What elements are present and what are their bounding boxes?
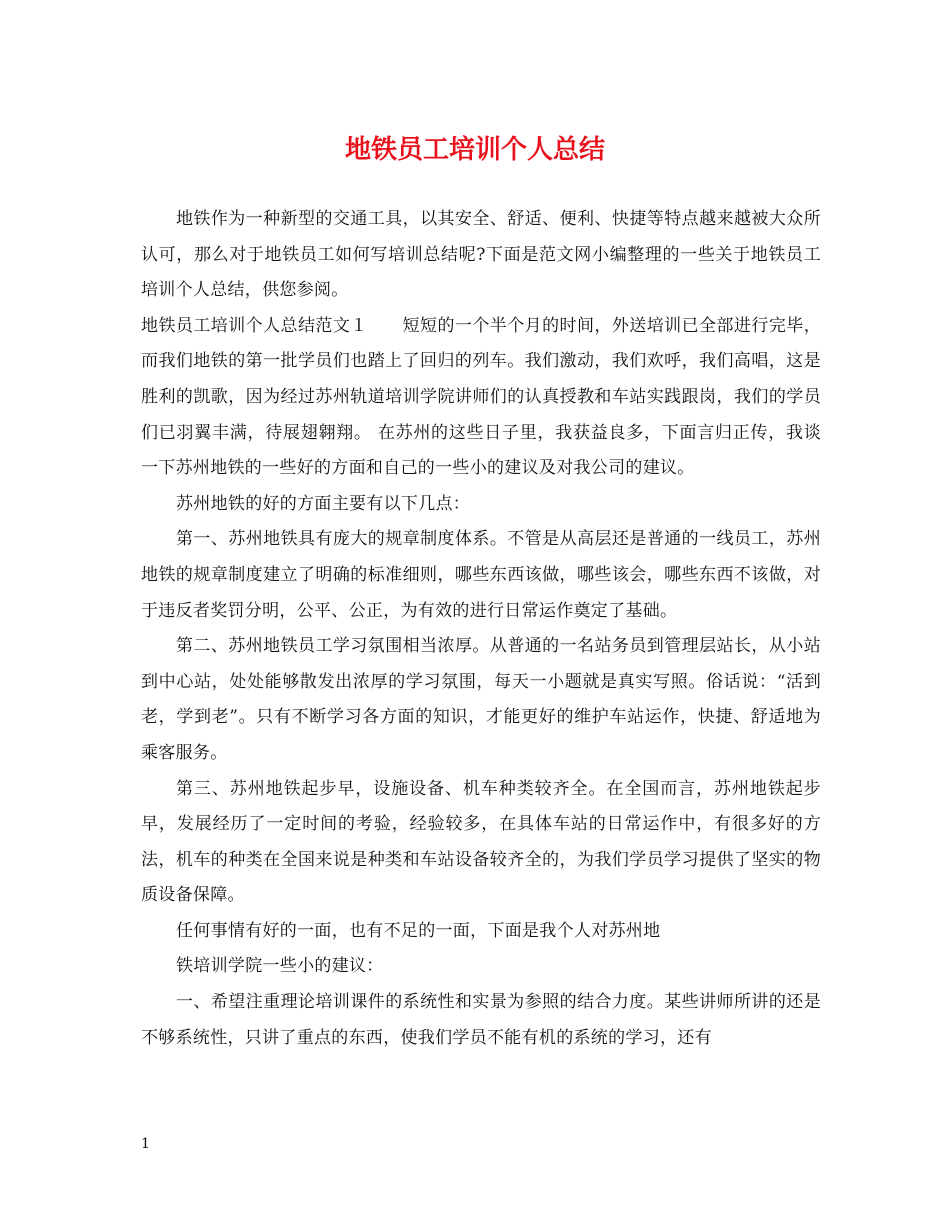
page-number: 1 [141, 1136, 150, 1152]
paragraph-shortcomings: 任何事情有好的一面，也有不足的一面，下面是我个人对苏州地 [176, 920, 661, 941]
paragraph-suggestion-one: 一、希望注重理论培训课件的系统性和实景为参照的结合力度。某些讲师所讲的还是不够系统性，只讲了重点的东西，使我们学员不能有机的系统的学习，还有 [141, 992, 821, 1048]
document-body [141, 202, 821, 1056]
document-title: 地铁员工培训个人总结 [344, 135, 605, 165]
paragraph-intro: 地铁作为一种新型的交通工具，以其安全、舒适、便利、快捷等特点越来越被大众所认可，那么对于地铁员工如何写培训总结呢?下面是范文网小编整理的一些关于地铁员工培训个人总结，供您参阅。 [141, 209, 821, 301]
paragraph-point-one: 第一、苏州地铁具有庞大的规章制度体系。不管是从高层还是普通的一线员工，苏州地铁的规章制度建立了明确的标准细则，哪些东西该做，哪些该会，哪些东西不该做，对于违反者奖罚分明，公平、公正，为有效的进行日常运作奠定了基础。 [141, 529, 821, 621]
paragraph-point-two: 第二、苏州地铁员工学习氛围相当浓厚。从普通的一名站务员到管理层站长，从小站到中心站，处处能够散发出浓厚的学习氛围，每天一小题就是真实写照。俗话说：“活到老，学到老”。只有不断学习各方面的知识，才能更好的维护车站运作，快捷、舒适地为乘客服务。 [141, 636, 821, 763]
paragraph-good-aspects: 苏州地铁的好的方面主要有以下几点： [176, 493, 471, 514]
paragraph-suggestions-heading: 铁培训学院一些小的建议： [176, 956, 384, 977]
paragraph-point-three: 第三、苏州地铁起步早，设施设备、机车种类较齐全。在全国而言，苏州地铁起步早，发展经历了一定时间的考验，经验较多，在具体车站的日常运作中，有很多好的方法，机车的种类在全国来说是种类和车站设备较齐全的，为我们学员学习提供了坚实的物质设备保障。 [141, 778, 821, 906]
paragraph-sample-one: 地铁员工培训个人总结范文１ 短短的一个半个月的时间，外送培训已全部进行完毕，而我们地铁的第一批学员们也踏上了回归的列车。我们激动，我们欢呼，我们高唱，这是胜利的凯歌，因为经过苏州轨道培训学院讲师们的认真授教和车站实践跟岗，我们的学员们已羽翼丰满，待展翅翱翔。 在苏州的这些日子里，我获益良多，下面言归正传，我谈一下苏州地铁的一些好的方面和自己的一些小的建议及对我公司的建议。 [141, 315, 821, 479]
